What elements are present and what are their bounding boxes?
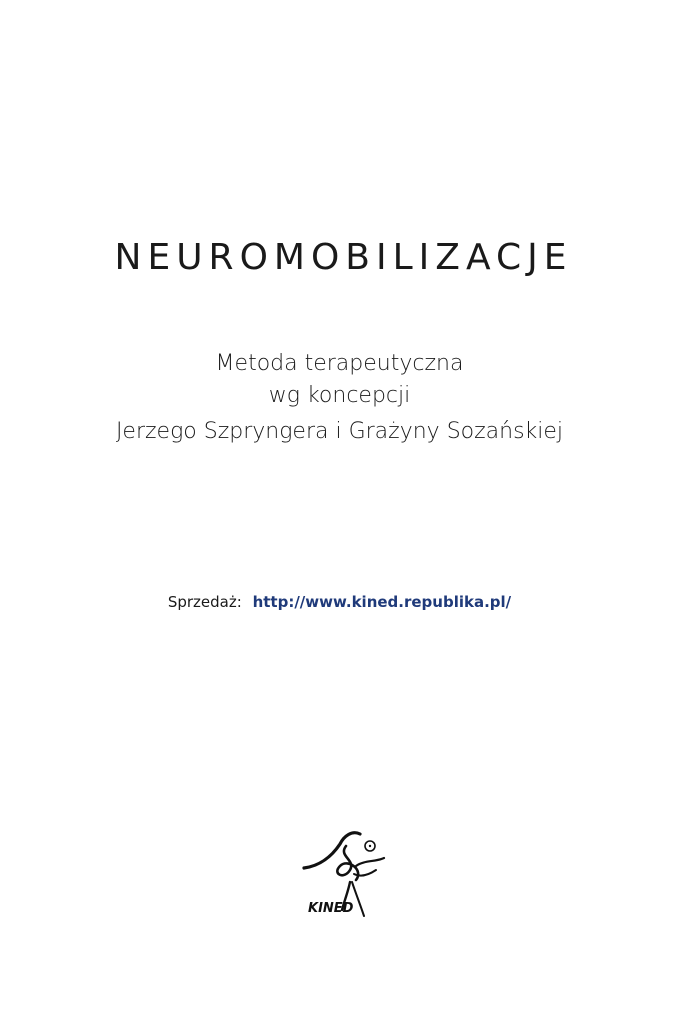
- book-title: NEUROMOBILIZACJE: [114, 237, 573, 278]
- sales-link[interactable]: http://www.kined.republika.pl/: [252, 593, 512, 611]
- subtitle-block: [0, 348, 679, 448]
- subtitle-line-concept: wg koncepcji: [268, 383, 411, 408]
- sales-info: [0, 590, 679, 614]
- subtitle-line-authors: Jerzego Szpryngera i Grażyny Sozańskiej: [115, 419, 564, 444]
- subtitle-line-method: Metoda terapeutyczna: [215, 351, 464, 376]
- kined-logo-icon: [298, 826, 394, 922]
- sales-label: Sprzedaż:: [167, 593, 242, 611]
- svg-text:KINED: KINED: [308, 901, 354, 916]
